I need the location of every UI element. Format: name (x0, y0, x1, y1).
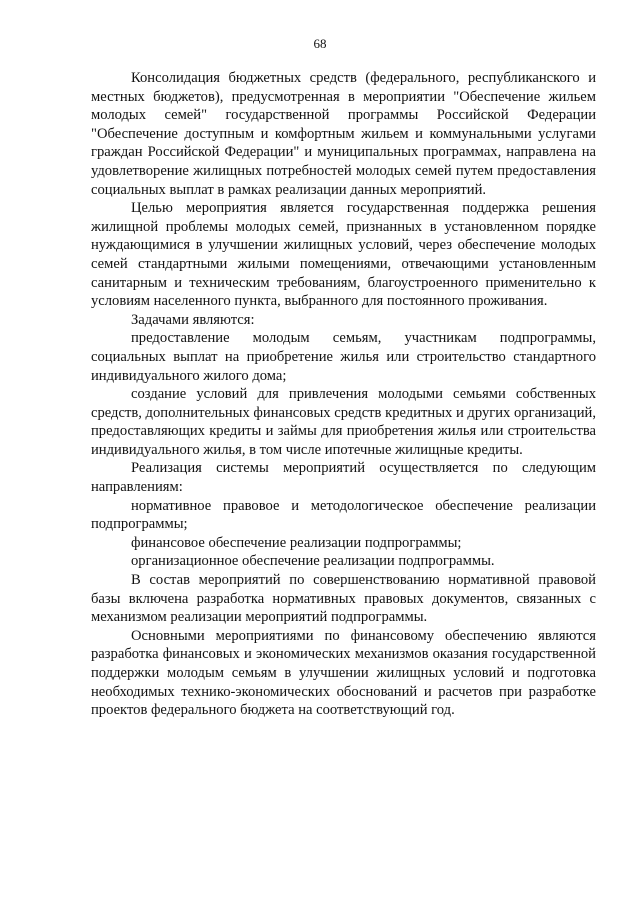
paragraph-budget-consolidation: Консолидация бюджетных средств (федерального, республиканского и местных бюджетов), предусмотренная в мероприятии "Обеспечение жильем молодых семей" государственной программы Российской Федерации "Обеспечение доступным и комфортным жильем и коммунальными услугами граждан Российской Федерации" и муниципальных программах, направлена на удовлетворение жилищных потребностей молодых семей путем предоставления социальных выплат в рамках реализации данных мероприятий. (91, 70, 596, 198)
paragraph-financial-measures: Основными мероприятиями по финансовому обеспечению являются разработка финансовых и экономических механизмов оказания государственной поддержки молодым семьям в улучшении жилищных условий и подготовка необходимых технико-экономических обоснований и расчетов при разработке проектов федерального бюджета на соответствующий год. (91, 627, 596, 719)
paragraph-direction-normative: нормативное правовое и методологическое обеспечение реализации подпрограммы; (91, 497, 596, 533)
paragraph-normative-base: В состав мероприятий по совершенствованию нормативной правовой базы включена разработка нормативных правовых документов, связанных с механизмом реализации мероприятий подпрограммы. (91, 572, 596, 626)
paragraph-tasks-heading: Задачами являются: (131, 311, 255, 328)
page-number: 68 (313, 36, 327, 51)
paragraph-task-social-payments: предоставление молодым семьям, участникам подпрограммы, социальных выплат на приобретение жилья или строительство стандартного индивидуального жилого дома; (91, 330, 596, 384)
paragraph-task-own-funds: создание условий для привлечения молодыми семьями собственных средств, дополнительных финансовых средств кредитных и других организаций, предоставляющих кредиты и займы для приобретения жилья или строительства индивидуального жилья, в том числе ипотечные жилищные кредиты. (91, 386, 596, 458)
paragraph-goal: Целью мероприятия является государственная поддержка решения жилищной проблемы молодых семей, признанных в установленном порядке нуждающимися в улучшении жилищных условий, через обеспечение молодых семей стандартными жилыми помещениями, отвечающими установленным санитарным и техническим требованиям, благоустроенного применительно к условиям населенного пункта, выбранного для постоянного проживания. (91, 200, 596, 310)
document-body (91, 69, 596, 720)
paragraph-direction-organizational: организационное обеспечение реализации подпрограммы. (131, 553, 495, 570)
paragraph-directions-intro: Реализация системы мероприятий осуществляется по следующим направлениям: (91, 460, 596, 496)
paragraph-direction-financial: финансовое обеспечение реализации подпрограммы; (131, 534, 462, 551)
